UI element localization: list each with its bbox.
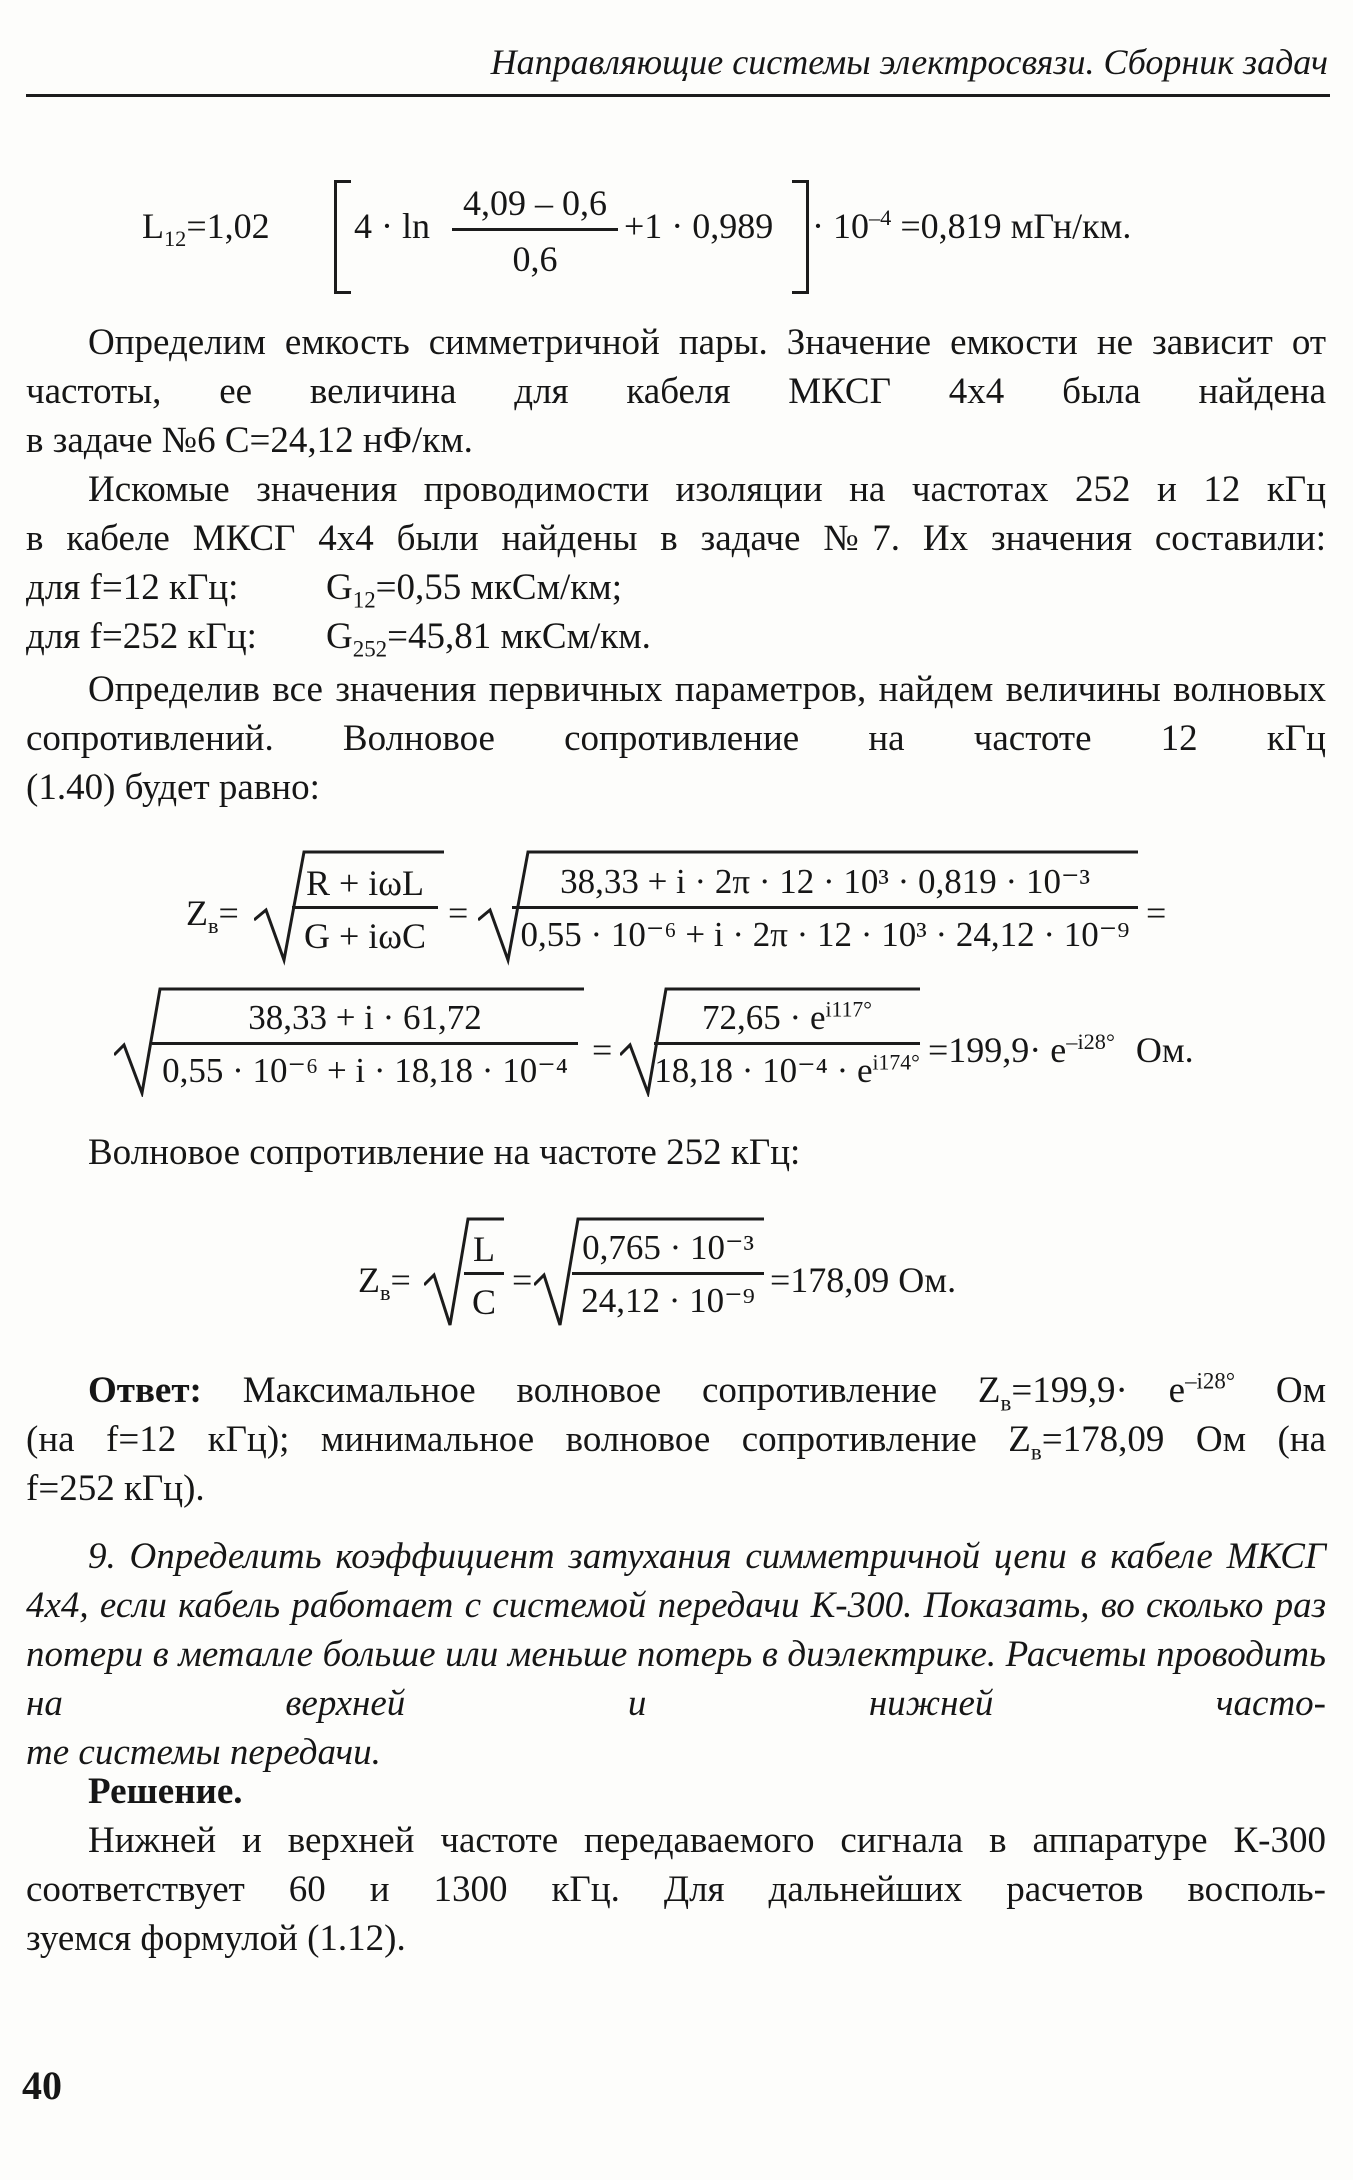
z4-num: $72,65 \cdot e^{i117^\circ}$ <box>702 997 872 1037</box>
z1-eq3: = <box>1146 893 1167 933</box>
z5-eq2: = <box>512 1260 533 1300</box>
answer-label: Ответ: <box>88 1370 202 1411</box>
formula-l12-den: 0,6 <box>512 239 558 279</box>
header-rule <box>26 94 1330 97</box>
z6-result: =178,09 Ом. <box>770 1260 957 1300</box>
z1-den: G + iωC <box>303 916 426 956</box>
z3-den: 0,55 · 10⁻⁶ + i · 18,18 · 10⁻⁴ <box>162 1051 568 1090</box>
paragraph-wave-impedance: Определив все значения первичных параметров, найдем величины волновых сопротивлений. Волновое сопротивление на частоте 12 кГц (1.40) будет равно: <box>26 669 1326 808</box>
fraction-bar <box>292 906 438 909</box>
fraction-bar <box>152 1042 578 1045</box>
z-lhs: $Z_в=$ <box>186 893 239 939</box>
z1-eq2: = <box>448 893 469 933</box>
formula-l12-num: 4,09 – 0,6 <box>463 183 607 223</box>
paragraph-252khz: Волновое сопротивление на частоте 252 кГц: <box>88 1132 801 1173</box>
paragraph-conductance: Искомые значения проводимости изоляции на частотах 252 и 12 кГц в кабеле МКСГ 4х4 были найдены в задаче №7. Их значения составили: для f=12 кГц: $G_{12}=0,55$ мкСм/км; для f=252 кГц: $G_{252}=45,81$ мкСм/км. <box>26 469 1326 662</box>
z5-num: L <box>473 1229 495 1269</box>
solution-label: Решение. <box>88 1771 243 1812</box>
z2-num: 38,33 + i · 2π · 12 · 10³ · 0,819 · 10⁻³ <box>560 862 1090 901</box>
fraction-bar <box>452 228 618 231</box>
fraction-bar <box>654 1042 920 1045</box>
z1-num: R + iωL <box>305 863 424 903</box>
formula-l12-part2: +1 · 0,989 <box>624 206 774 246</box>
fraction-bar <box>512 906 1138 909</box>
formula-l12-ln: 4 · ln <box>354 206 430 246</box>
formula-l12-lhs: $L_{12}=1,02$ <box>142 206 270 252</box>
right-bracket <box>792 180 809 294</box>
fraction-bar <box>572 1272 764 1275</box>
left-bracket <box>334 180 351 294</box>
task-9: 9. Определить коэффициент затухания симметричной цепи в кабеле МКСГ 4х4, если кабель работает с системой передачи К-300. Показать, во сколько раз потери в металле больше или меньше потерь в диэлектрике. Расчеты проводить на верхней и нижней часто- те системы передачи. <box>26 1536 1326 1773</box>
paragraph-capacity: Определим емкость симметричной пары. Значение емкости не зависит от частоты, ее величина для кабеля МКСГ 4х4 была найдена в задаче №6 С=24,12 нФ/км. <box>26 322 1326 461</box>
z6-den: 24,12 · 10⁻⁹ <box>581 1281 755 1320</box>
page-number: 40 <box>22 2063 62 2108</box>
z-result: $=199,9\cdot e^{-i28^\circ}$ Ом. <box>928 1029 1194 1070</box>
z3-num: 38,33 + i · 61,72 <box>248 998 482 1037</box>
fraction-bar <box>464 1272 504 1275</box>
z6-num: 0,765 · 10⁻³ <box>582 1228 754 1267</box>
answer-block: Ответ: Максимальное волновое сопротивление $Z_в=199,9\cdot e^{-i28^\circ}$ Ом (на f=12 кГц); минимальное волновое сопротивление $Z_в=178,09$ Ом (на f=252 кГц). <box>26 1368 1327 1509</box>
z5-den: C <box>471 1282 496 1322</box>
z5-lhs: $Z_в=$ <box>358 1260 411 1306</box>
z2-den: 0,55 · 10⁻⁶ + i · 2π · 12 · 10³ · 24,12 · 10⁻⁹ <box>520 915 1130 954</box>
g252-line: для f=252 кГц: $G_{252}=45,81$ мкСм/км. <box>26 616 651 662</box>
z3-eq: = <box>592 1030 613 1070</box>
solution-text: Нижней и верхней частоте передаваемого сигнала в аппаратуре К-300 соответствует 60 и 1300 кГц. Для дальнейших расчетов восполь- зуемся формулой (1.12). <box>26 1820 1326 1959</box>
g12-line: для f=12 кГц: $G_{12}=0,55$ мкСм/км; <box>26 567 622 613</box>
z4-den: $18,18 \cdot 10^{-4} \cdot e^{i174^\circ}$ <box>654 1050 920 1090</box>
running-header: Направляющие системы электросвязи. Сборник задач <box>490 42 1328 82</box>
formula-l12-tail: · $10^{-4} =0,819$ мГн/км. <box>812 205 1132 246</box>
